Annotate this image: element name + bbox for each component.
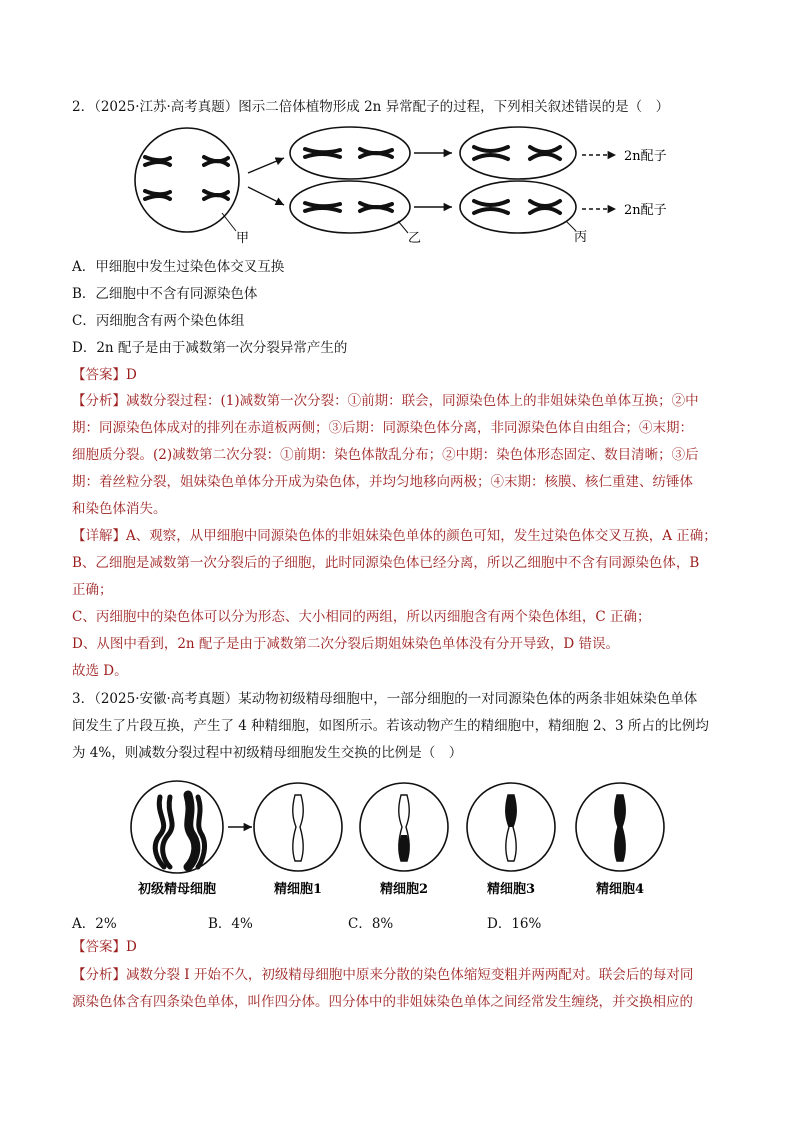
q2-detail-line: 故选 D。 [72,663,128,679]
q3-stem-line: 3．（2025·安徽·高考真题）某动物初级精母细胞中，一部分细胞的一对同源染色体的两条非姐妹染色单体 [72,691,698,707]
cell-yi-bottom [290,181,410,233]
label-bing: 丙 [574,230,588,245]
label-sperm-3: 精细胞3 [486,882,536,897]
q2-stem: 2．（2025·江苏·高考真题）图示二倍体植物形成 2n 异常配子的过程，下列相关叙述错误的是（ ） [72,99,670,115]
cell-jia [135,128,239,232]
label-sperm-1: 精细胞1 [273,882,323,897]
cell-sperm-2 [360,783,448,871]
q2-detail-line: 正确； [72,582,113,598]
q3-option-c: C．8% [348,916,394,932]
cell-sperm-4 [576,783,664,871]
q2-analysis-line: 和染色体消失。 [72,501,167,517]
cell-yi-top [290,127,410,179]
cell-sperm-1 [254,783,342,871]
q3-stem-line: 为 4%，则减数分裂过程中初级精母细胞发生交换的比例是（ ） [72,745,463,761]
q2-answer: 【答案】D [72,367,137,383]
q2-option-c: C．丙细胞含有两个染色体组 [72,313,245,329]
q2-detail-line: 【详解】A、观察，从甲细胞中同源染色体的非姐妹染色单体的颜色可知，发生过染色体交叉互换，A 正确； [72,528,717,544]
q3-answer: 【答案】D [72,939,137,955]
label-primary-spermatocyte: 初级精母细胞 [137,882,217,897]
q3-option-b: B．4% [208,916,253,932]
q2-option-b: B．乙细胞中不含有同源染色体 [72,286,258,302]
q3-option-d: D．16% [487,916,542,932]
label-gamete-bottom: 2n配子 [624,203,667,218]
q2-detail-line: C、丙细胞中的染色体可以分为形态、大小相同的两组，所以丙细胞含有两个染色体组，C 正确； [72,609,651,625]
q2-detail-line: D、从图中看到，2n 配子是由于减数第二次分裂后期姐妹染色单体没有分开导致，D 错误。 [72,636,620,652]
q3-analysis-line: 源染色体含有四条染色单体，叫作四分体。四分体中的非姐妹染色单体之间经常发生缠绕，并交换相应的 [72,994,693,1010]
label-sperm-4: 精细胞4 [595,882,645,897]
cell-bing-top [460,127,576,179]
label-gamete-top: 2n配子 [624,149,667,164]
q2-option-d: D．2n 配子是由于减数第一次分裂异常产生的 [72,340,348,356]
q3-analysis-line: 【分析】减数分裂 I 开始不久，初级精母细胞中原来分散的染色体缩短变粗并两两配对。联会后的每对同 [72,967,694,983]
q3-option-a: A．2% [72,916,117,932]
spermatocyte-diagram [0,775,794,905]
q2-analysis-line: 细胞质分裂。(2)减数第二次分裂：①前期：染色体散乱分布；②中期：染色体形态固定、数目清晰；③后 [72,447,699,463]
q2-detail-line: B、乙细胞是减数第一次分裂后的子细胞，此时同源染色体已经分离，所以乙细胞中不含有同源染色体，B [72,555,700,571]
meiosis-diagram [0,125,794,245]
q3-stem-line: 间发生了片段互换，产生了 4 种精细胞，如图所示。若该动物产生的精细胞中，精细胞 2、3 所占的比例均 [72,718,709,734]
cell-bing-bottom [460,181,576,233]
q2-analysis-line: 【分析】减数分裂过程：(1)减数第一次分裂：①前期：联会，同源染色体上的非姐妹染色单体互换；②中 [72,393,699,409]
label-jia: 甲 [236,231,250,245]
q2-analysis-line: 期：同源染色体成对的排列在赤道板两侧；③后期：同源染色体分离，非同源染色体自由组合；④末期： [72,420,693,436]
cell-primary-spermatocyte [131,781,223,873]
q2-option-a: A．甲细胞中发生过染色体交叉互换 [72,259,285,275]
label-sperm-2: 精细胞2 [379,882,429,897]
label-yi: 乙 [408,231,422,245]
cell-sperm-3 [467,783,555,871]
q2-analysis-line: 期：着丝粒分裂，姐妹染色单体分开成为染色体，并均匀地移向两极；④末期：核膜、核仁重建、纺锤体 [72,474,693,490]
